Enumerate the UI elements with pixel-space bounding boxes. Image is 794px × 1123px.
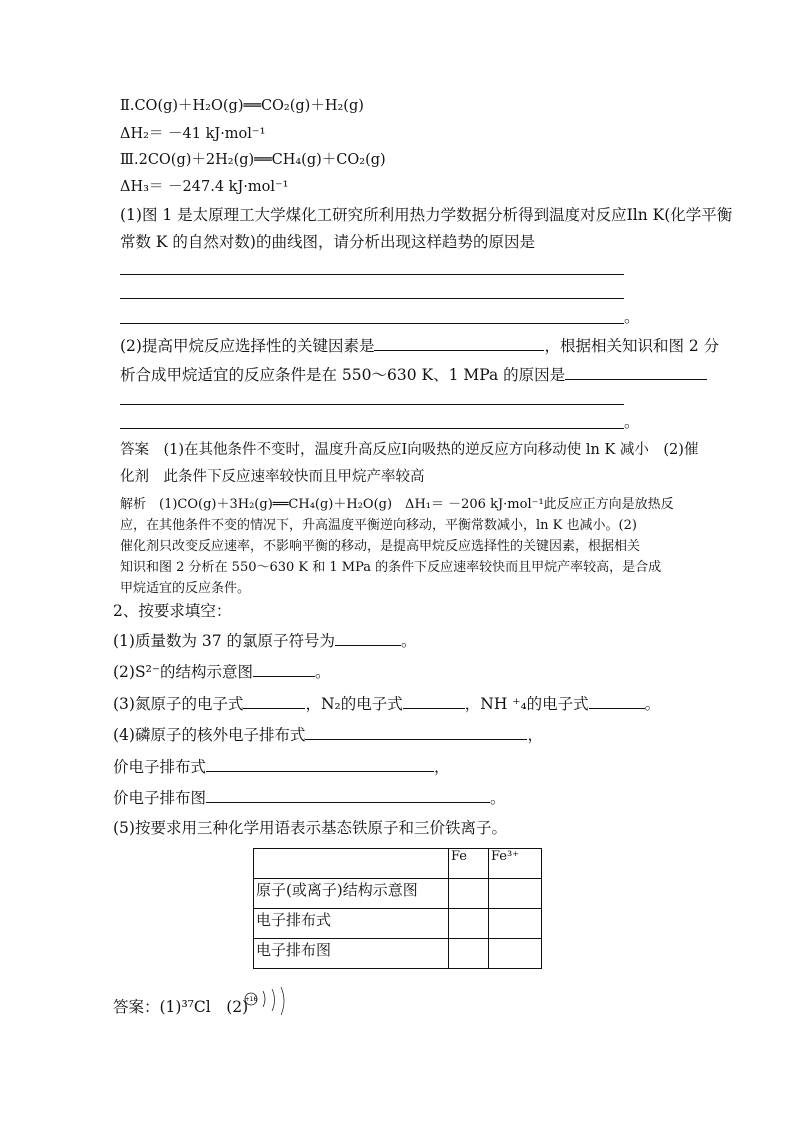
section-2-title: 2、按要求填空：	[113, 602, 232, 620]
answer-line	[120, 404, 624, 405]
table-row	[254, 939, 542, 969]
fill-blank	[335, 644, 401, 646]
table-cell	[449, 939, 489, 969]
table-row-label: 电子排布图	[254, 939, 449, 969]
fill-blank	[243, 707, 305, 709]
answer-line-2: 化剂 此条件下反应速率较快而且甲烷产率较高	[120, 469, 425, 485]
iron-table	[253, 848, 542, 969]
part-3	[113, 695, 660, 714]
answer-line	[120, 274, 624, 275]
table-cell	[489, 879, 542, 909]
table-header-fe3: Fe³⁺	[489, 849, 542, 879]
question-2-text-b: ，根据相关知识和图 2 分	[544, 337, 720, 355]
comma: ，	[527, 726, 543, 744]
electron-shell-arc	[263, 991, 265, 1007]
atom-structure-diagram	[244, 985, 292, 1017]
enthalpy-3: ΔH₃＝ －247.4 kJ·mol⁻¹	[120, 179, 289, 195]
enthalpy-2: ΔH₂＝ －41 kJ·mol⁻¹	[120, 126, 266, 142]
fill-blank	[565, 378, 707, 380]
table-cell	[449, 909, 489, 939]
question-2-line-2	[120, 366, 707, 385]
table-cell	[489, 909, 542, 939]
fill-blank	[206, 801, 490, 803]
part-3-text-a: (3)氮原子的电子式	[113, 695, 244, 713]
table-row-label: 原子(或离子)结构示意图	[254, 879, 449, 909]
fill-blank	[403, 707, 465, 709]
table-header-fe: Fe	[449, 849, 489, 879]
period: 。	[401, 632, 417, 650]
part-2	[113, 663, 331, 682]
final-answer: 答案：(1)³⁷Cl (2)	[113, 998, 249, 1016]
comma: ，	[434, 758, 450, 776]
fill-blank	[374, 349, 544, 351]
table-cell	[489, 939, 542, 969]
explanation-line-3: 催化剂只改变反应速率，不影响平衡的移动，是提高甲烷反应选择性的关键因素，根据相关	[120, 539, 641, 554]
table-cell	[254, 849, 449, 879]
period: 。	[314, 663, 331, 681]
equation-2: Ⅱ.CO(g)＋H₂O(g)══CO₂(g)＋H₂(g)	[120, 98, 364, 114]
fill-blank	[305, 738, 527, 740]
part-1	[113, 632, 417, 651]
part-5: (5)按要求用三种化学用语表示基态铁原子和三价铁离子。	[113, 819, 507, 837]
part-3-text-c: ，NH ⁺₄的电子式	[464, 695, 589, 713]
electron-shell-arc	[272, 989, 275, 1011]
question-1-line-2: 常数 K 的自然对数)的曲线图，请分析出现这样趋势的原因是	[120, 233, 535, 251]
period: 。	[624, 308, 640, 326]
part-1-text: (1)质量数为 37 的氯原子符号为	[113, 632, 336, 650]
fill-blank	[206, 770, 434, 772]
electron-shell-arc	[281, 987, 284, 1015]
explanation-line-4: 知识和图 2 分析在 550～630 K 和 1 MPa 的条件下反应速率较快而且甲烷产率较高，是合成	[120, 560, 662, 575]
explanation-line-2: 应，在其他条件不变的情况下，升高温度平衡逆向移动，平衡常数减小，ln K 也减小。(2)	[120, 518, 637, 533]
table-row	[254, 879, 542, 909]
part-2-text: (2)S²⁻的结构示意图	[113, 663, 253, 681]
table-row-label: 电子排布式	[254, 909, 449, 939]
equation-3: Ⅲ.2CO(g)＋2H₂(g)══CH₄(g)＋CO₂(g)	[120, 152, 386, 168]
question-2-line-1	[120, 337, 719, 356]
question-2-text-c: 析合成甲烷适宜的反应条件是在 550～630 K、1 MPa 的原因是	[120, 366, 566, 384]
explanation-line-5: 甲烷适宜的反应条件。	[120, 581, 251, 596]
part-3-text-b: ，N₂的电子式	[305, 695, 403, 713]
question-2-text-a: (2)提高甲烷反应选择性的关键因素是	[120, 337, 375, 355]
part-4-text-b: 价电子排布式	[113, 758, 207, 776]
question-1-line-1: (1)图 1 是太原理工大学煤化工研究所利用热力学数据分析得到温度对反应Ⅰln K(化学平衡	[120, 206, 733, 224]
table-row	[254, 909, 542, 939]
table-cell	[449, 879, 489, 909]
fill-blank	[589, 707, 645, 709]
answer-line	[120, 428, 624, 429]
part-4-text-c: 价电子排布图	[113, 789, 207, 807]
period: 。	[490, 789, 506, 807]
part-4-valence	[113, 758, 450, 777]
answer-line-1: 答案 (1)在其他条件不变时，温度升高反应Ⅰ向吸热的逆反应方向移动使 ln K 减小 (2)催	[120, 442, 699, 458]
part-4-diagram	[113, 789, 506, 808]
fill-blank	[253, 675, 315, 677]
explanation-line-1: 解析 (1)CO(g)＋3H₂(g)══CH₄(g)＋H₂O(g) ΔH₁＝ －206 kJ·mol⁻¹此反应正方向是放热反	[120, 497, 674, 512]
part-4	[113, 726, 543, 745]
table-header-row	[254, 849, 542, 879]
period: 。	[644, 695, 661, 713]
answer-line	[120, 323, 624, 324]
part-4-text-a: (4)磷原子的核外电子排布式	[113, 726, 306, 744]
answer-line	[120, 298, 624, 299]
period: 。	[624, 413, 640, 431]
nucleus-charge: +16	[244, 996, 258, 1003]
